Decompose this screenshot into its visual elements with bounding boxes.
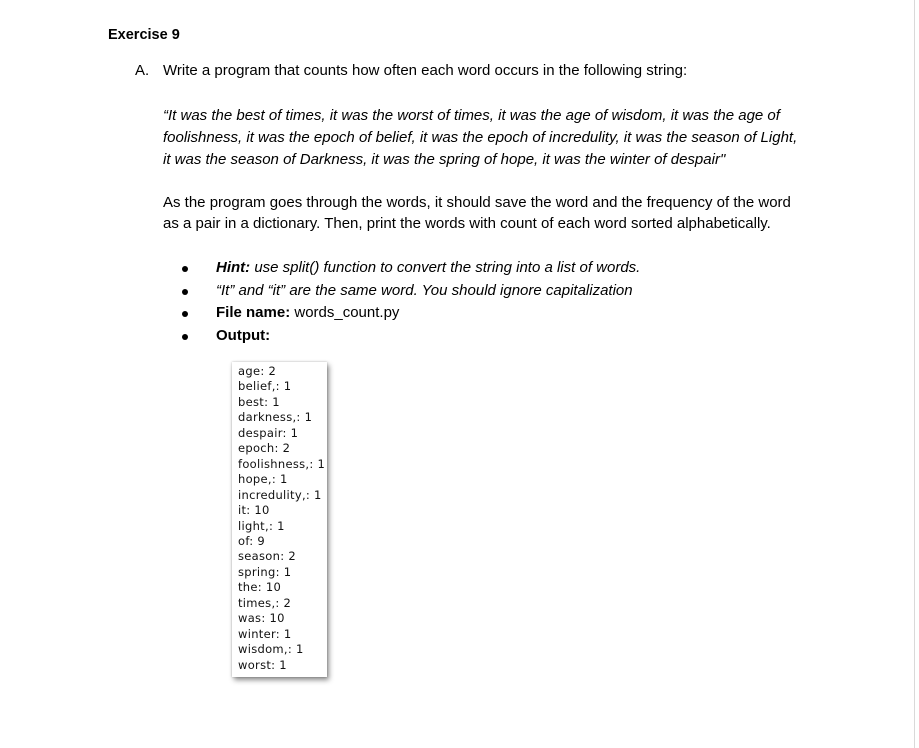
instructions-line: As the program goes through the words, it should save the word and the frequency of the word xyxy=(163,194,791,211)
bullet-icon xyxy=(182,311,188,317)
quote-line: foolishness, it was the epoch of belief, it was the epoch of incredulity, it was the season of Light, xyxy=(163,129,798,146)
output-label: Output: xyxy=(216,326,271,344)
output-line: was: 10 xyxy=(238,611,285,626)
output-list xyxy=(238,364,325,673)
instructions-paragraph xyxy=(163,192,843,234)
output-line: light,: 1 xyxy=(238,518,285,533)
output-screenshot xyxy=(232,362,327,677)
file-name-label: File name: xyxy=(216,304,291,321)
output-line: despair: 1 xyxy=(238,425,299,440)
output-item xyxy=(180,325,640,348)
requirements-list xyxy=(180,257,640,347)
output-line: wisdom,: 1 xyxy=(238,642,304,657)
output-line: season: 2 xyxy=(238,549,296,564)
instructions-line: as a pair in a dictionary. Then, print the words with count of each word sorted alphabetically. xyxy=(163,215,771,232)
case-note-text: “It” and “it” are the same word. You should ignore capitalization xyxy=(216,281,633,299)
output-line: winter: 1 xyxy=(238,626,292,641)
output-line: epoch: 2 xyxy=(238,441,291,456)
exercise-title: Exercise 9 xyxy=(108,27,180,43)
output-line: age: 2 xyxy=(238,364,277,378)
bullet-icon xyxy=(182,266,188,272)
output-line: spring: 1 xyxy=(238,564,292,579)
output-line: worst: 1 xyxy=(238,657,287,672)
hint-label: Hint: xyxy=(216,259,251,276)
page-edge-line xyxy=(914,0,915,748)
output-line: foolishness,: 1 xyxy=(238,456,326,471)
output-line: belief,: 1 xyxy=(238,379,292,394)
question-text: Write a program that counts how often each word occurs in the following string: xyxy=(163,62,688,79)
case-note-item xyxy=(180,280,640,303)
file-name-value: words_count.py xyxy=(290,304,400,321)
file-name-item xyxy=(180,302,640,325)
question-letter: A. xyxy=(135,62,150,79)
hint-item xyxy=(180,257,640,280)
bullet-icon xyxy=(182,334,188,340)
output-line: hope,: 1 xyxy=(238,472,288,487)
question-a xyxy=(135,62,687,79)
output-line: incredulity,: 1 xyxy=(238,487,322,502)
output-line: best: 1 xyxy=(238,394,280,409)
output-line: the: 10 xyxy=(238,580,282,595)
quote-line: it was the season of Darkness, it was the spring of hope, it was the winter of despair" xyxy=(163,151,726,168)
quote-line: “It was the best of times, it was the worst of times, it was the age of wisdom, it was the age of xyxy=(163,107,780,124)
quoted-string xyxy=(163,105,823,171)
output-line: darkness,: 1 xyxy=(238,410,313,425)
output-line: times,: 2 xyxy=(238,595,292,610)
output-line: of: 9 xyxy=(238,533,266,548)
output-line: it: 10 xyxy=(238,503,270,518)
bullet-icon xyxy=(182,289,188,295)
hint-text: use split() function to convert the string into a list of words. xyxy=(250,259,641,276)
